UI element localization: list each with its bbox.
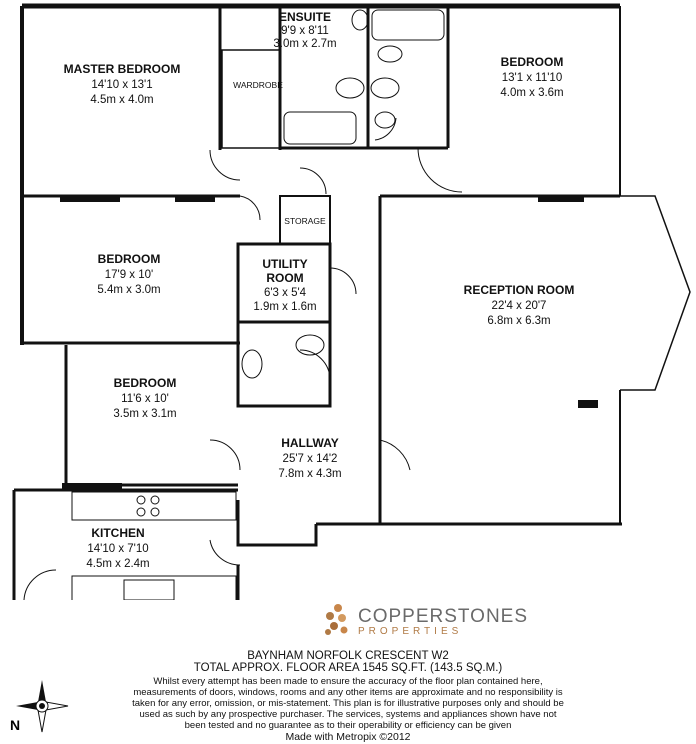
utility-metric: 1.9m x 1.6m	[253, 301, 317, 313]
bedroom-w-name: BEDROOM	[97, 252, 161, 266]
wardrobe-label: WARDROBE	[233, 80, 283, 90]
wc	[238, 322, 330, 406]
utility-name-1: UTILITY	[262, 257, 308, 271]
master-bedroom-name: MASTER BEDROOM	[63, 62, 181, 76]
basin	[371, 78, 399, 98]
brand-name: COPPERSTONES	[358, 606, 529, 627]
fireplace	[578, 400, 598, 408]
door-swing	[240, 196, 260, 220]
copperstones-logo-icon	[322, 602, 354, 638]
bedroom-ne-imperial: 13'1 x 11'10	[501, 72, 563, 84]
door-swing	[330, 268, 356, 294]
kitchen-sink	[124, 580, 174, 600]
utility-name-2: ROOM	[266, 271, 304, 285]
storage-label: STORAGE	[284, 216, 326, 226]
master-bedroom-imperial: 14'10 x 13'1	[91, 79, 153, 91]
reception-metric: 6.8m x 6.3m	[487, 315, 551, 327]
hob-ring	[137, 496, 145, 504]
wardrobe	[222, 50, 280, 148]
door-swing	[300, 168, 326, 194]
bedroom-ne-name: BEDROOM	[500, 55, 564, 69]
hob-ring	[151, 508, 159, 516]
disclaimer: Whilst every attempt has been made to ensure the accuracy of the floor plan contained here, measurements of doors, windows, rooms and any other items are approximate and no responsibility is taken for any error, omission, or mis-statement. This plan is for illustrative purposes only and should be used as such by any prospective purchaser. The services, systems and appliances shown have not been tested and no guarantee as to their operability or efficiency can be given	[132, 676, 564, 731]
toilet	[378, 46, 402, 62]
door-swing	[380, 440, 410, 470]
ensuite-metric: 3.0m x 2.7m	[273, 38, 337, 50]
kitchen-name: KITCHEN	[91, 526, 145, 540]
basin	[336, 78, 364, 98]
hob-ring	[137, 508, 145, 516]
hallway-metric: 7.8m x 4.3m	[278, 468, 342, 480]
bay-window	[620, 196, 690, 390]
door-swing	[375, 118, 396, 140]
bedroom-sw-name: BEDROOM	[113, 376, 177, 390]
basin	[375, 112, 395, 128]
door-swing	[418, 148, 462, 192]
window	[538, 196, 584, 202]
bedroom-w-metric: 5.4m x 3.0m	[97, 284, 161, 296]
hob-ring	[151, 496, 159, 504]
reception-name: RECEPTION ROOM	[463, 283, 575, 297]
floor-area: TOTAL APPROX. FLOOR AREA 1545 SQ.FT. (143.5 SQ.M.)	[193, 662, 503, 674]
bedroom-sw-imperial: 11'6 x 10'	[121, 393, 169, 405]
bathtub	[372, 10, 444, 40]
brand-logo	[322, 600, 529, 640]
master-bedroom-metric: 4.5m x 4.0m	[90, 94, 154, 106]
door-swing	[210, 150, 240, 180]
hallway-wall-sw	[238, 500, 316, 545]
compass-icon	[4, 676, 70, 742]
property-address: BAYNHAM NORFOLK CRESCENT W2	[247, 650, 449, 662]
bathtub	[284, 112, 356, 144]
kitchen-imperial: 14'10 x 7'10	[87, 543, 149, 555]
bedroom-w-imperial: 17'9 x 10'	[104, 269, 154, 281]
bedroom-ne-metric: 4.0m x 3.6m	[500, 87, 564, 99]
hallway-name: HALLWAY	[281, 436, 339, 450]
ensuite-imperial: 9'9 x 8'11	[281, 25, 329, 37]
reception-imperial: 22'4 x 20'7	[491, 300, 547, 312]
basin	[242, 350, 262, 378]
plan-footer	[0, 650, 696, 743]
window	[62, 483, 122, 489]
ensuite-name: ENSUITE	[278, 10, 332, 24]
bedroom-sw-metric: 3.5m x 3.1m	[113, 408, 177, 420]
brand-subtitle: PROPERTIES	[358, 626, 463, 637]
window	[175, 196, 215, 202]
door-swing	[210, 540, 240, 565]
door-swing	[210, 440, 240, 470]
compass-north: N	[10, 717, 21, 733]
door-swing	[24, 570, 56, 600]
toilet	[352, 10, 368, 30]
utility-imperial: 6'3 x 5'4	[263, 287, 307, 299]
window	[60, 196, 120, 202]
made-with: Made with Metropix ©2012	[285, 731, 411, 743]
kitchen-metric: 4.5m x 2.4m	[86, 558, 150, 570]
hallway-imperial: 25'7 x 14'2	[282, 453, 338, 465]
